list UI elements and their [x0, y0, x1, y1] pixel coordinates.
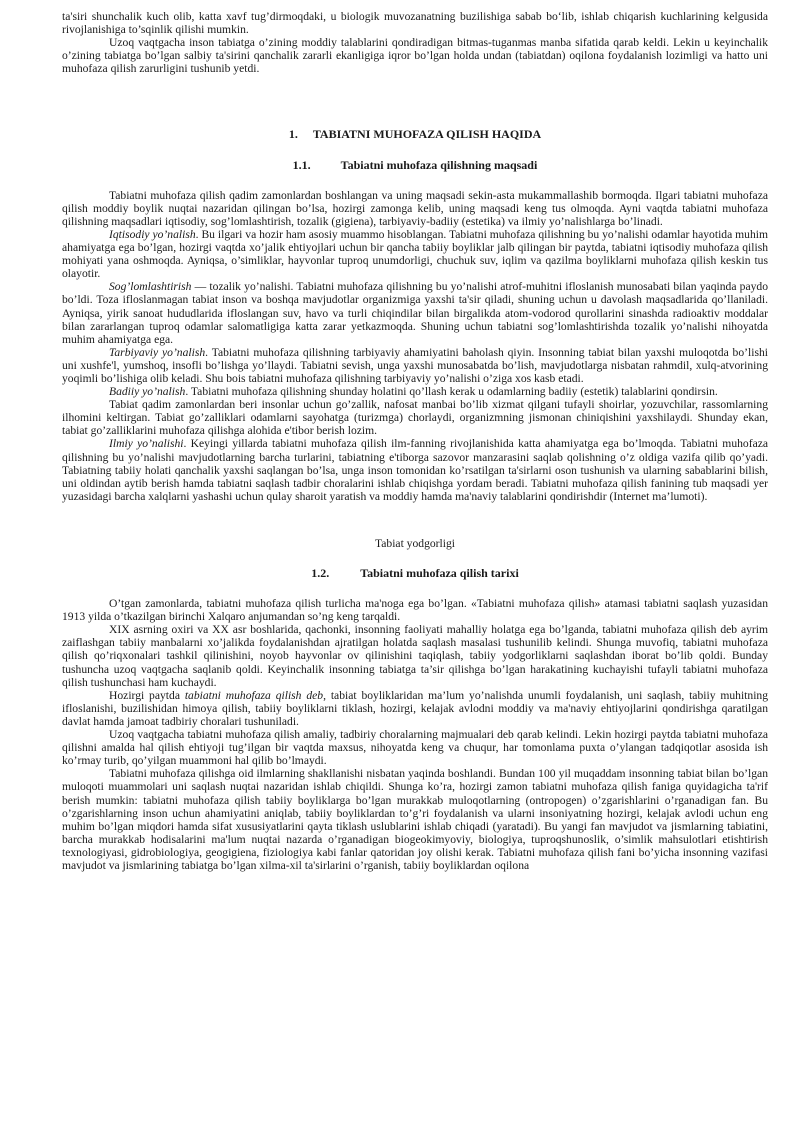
section-1-2-paragraph-2: XIX asrning oxiri va XX asr boshlarida, qachonki, insonning faoliyati mahalliy holatga ega bo’lganda, tabiatni muhofaza qilish deb ayrim zaiflashgan tabiiy manbalarni xo’jalikda foydalanishdan ajratilgan holatda saqlash masalasi tushunilib kelindi. Shunga muvofiq, tabiatni muhofaza qilish qo’riqxonalari tashkil qilinishini, noyob hayvonlar ov qilinishini taqiqlash, tabiiy yodgorliklarni saqlashdan iborat bo’lib qoldi. Bunday tushuncha uzoq vaqtgacha saqlanib qoldi. Keyinchalik insonning tabiatga ta’sir qilishga bo’lgan harakatining kuchayishi tufayli tabiatni muhofaza qilish tushunchasi ham kuchaydi. [62, 623, 768, 689]
section-1-2-number: 1.2. [311, 566, 330, 580]
term-economic: Iqtisodiy yo’nalish [109, 227, 196, 241]
section-1-1-paragraph-health: Sog’lomlashtirish — tozalik yo’nalishi. Tabiatni muhofaza qilishning bu yo’nalishi atrof-muhitni ifloslanish munosabati bilan yaqinda paydo bo’ldi. Toza ifloslanmagan tabiat inson va boshqa mavjudotlar organizmiga yaxshi ta'sir qiladi, shuning uchun u davolash maqsadlarida qo’llaniladi. Ayniqsa, yirik sanoat hududlarida ifloslangan suv, havo va turli chiqindilar bilan birgalikda atom-vodorod qurollarini sinashda radioaktiv moddalar bilan zararlangan tuproq odamlar salomatligiga katta zarar yetkazmoqda. Shuning uchun tabiatni sog’lomlashtirishda tozalik yo’nalishi nihoyatda muhim ahamiyatga ega. [62, 280, 768, 346]
section-1-1-number: 1.1. [292, 157, 311, 172]
term-educational: Tarbiyaviy yo’nalish [109, 345, 206, 359]
section-1-1-paragraph-beauty: Tabiat qadim zamonlardan beri insonlar uchun go’zallik, nafosat manbai bo’lib xizmat qilgani tufayli shoirlar, yozuvchilar, rassomlarning ilhomini keltirgan. Tabiat go’zalliklari odamlarni sayohatga (turizmga) chorlaydi, organizmning jismonan chiniqishini yaxshilaydi. Shunday ekan, tabiat go’zalliklarini muhofaza qilishga alohida e'tibor berish lozim. [62, 398, 768, 438]
section-1-2-heading [62, 567, 768, 580]
term-aesthetic: Badiiy yo’nalish [109, 385, 186, 399]
section-1-title: TABIATNI MUHOFAZA QILISH HAQIDA [312, 127, 542, 142]
term-scientific: Ilmiy yo’nalishi [109, 437, 184, 451]
section-1-1-paragraph-aesthetic: Badiiy yo’nalish. Tabiatni muhofaza qilishning shunday holatini qo’llash kerak u odamlarning badiiy (estetik) talablarini qondirsin. [109, 385, 718, 399]
section-1-2-paragraph-5: Tabiatni muhofaza qilishga oid ilmlarning shakllanishi nisbatan yaqinda boshlandi. Bundan 100 yil muqaddam insonning tabiat bilan bo’lgan muloqoti muammolari uni saqlash nuqtai nazaridan ishlab chiqildi. Shunga ko’ra, hozirgi zamon tabiatni muhofaza qilish faniga quyidagicha ta'rif berish mumkin: tabiatni muhofaza qilish tabiiy boyliklarga bo’lgan murakkab muloqotlarning (ontropogen) o’zgarishlarini o’rganadigan fan. Bu o’zgarishlarning inson uchun ahamiyatini aniqlab, tabiiy boyliklardan to’g’ri foydalanish va ularni insoniyatning hozirgi, kelajak avlodi uchun eng muhim bo’lgan miqdori hamda sifat xususiyatlarini qayta tiklash uslublarini ishlab chiqadi (yaratadi). Bu yangi fan mavjudot va jismlarning tabiatini, barcha murakkab hodisalarini ma'lum nuqtai nazarda o’rganadigan biogeokimyoviy, biologiya, tuproqshunoslik, o’simlik mahsulotlari etishtirish texnologiyasi, gidrobiologiya, geogigiena, fiziologiya kabi fanlar qatoridan joy olishi kerak. Tabiatni muhofaza qilish fani bo’yicha insonning vazifasi mavjudot va jismlarining tabiatga bo’lgan xilma-xil ta'sirlarini o’rganish, tabiiy boyliklardan oqilona [62, 767, 768, 872]
section-1-heading [62, 128, 768, 141]
section-1-1-paragraph-1: Tabiatni muhofaza qilish qadim zamonlardan boshlangan va uning maqsadi sekin-asta mukammallashib bormoqda. Ilgari tabiatni muhofaza qilish moddiy boylik nuqtai nazaridan qilingan bo’lsa, hozirgi zamonga kelib, uning maqsadi keng tus olmoqda. Ayni vaqtda tabiatni muhofaza qilishning maqsadlari iqtisodiy, sog’lomlashtirish, tozalik (gigiena), tarbiyaviy-badiiy (estetika) va ilmiy yo’nalishlarga bo’linadi. [62, 188, 768, 228]
section-1-2-paragraph-1: O’tgan zamonlarda, tabiatni muhofaza qilish turlicha ma'noga ega bo’lgan. «Tabiatni muhofaza qilish» atamasi tabiatni saqlash yuzasidan 1913 yilda o’tkazilgan birinchi Xalqaro anjumandan so’ng keng tarqaldi. [62, 597, 768, 624]
section-1-1-paragraph-educational: Tarbiyaviy yo’nalish. Tabiatni muhofaza qilishning tarbiyaviy ahamiyatini baholash qiyin. Insonning tabiat bilan yaxshi muloqotda bo’lishi uni xushfe'l, yumshoq, insofli bo’lishga yo’llaydi. Tabiatni sevish, unga yaxshi munosabatda bo’lish, mavjudotlarga nisbatan rahmdil, xulq-atvorining yoqimli bo’lishiga olib keladi. Shu bois tabiatni muhofaza qilishning tarbiyaviy yo’nalishi o’ziga xos kasb etadi. [62, 345, 768, 385]
intro-paragraph-2: Uzoq vaqtgacha inson tabiatga o’zining moddiy talablarini qondiradigan bitmas-tuganmas manba sifatida qarab keldi. Lekin u keyinchalik o’zining tabiatga bo’lgan salbiy ta'sirini qanchalik zararli ekanligiga iqror bo’lgan holda undan (tabiatdan) oqilona foydalanish lozimligi va hatto uni muhofaza qilish zarurligini tushunib yetdi. [62, 36, 768, 76]
section-1-1-paragraph-economic: Iqtisodiy yo’nalish. Bu ilgari va hozir ham asosiy muammo hisoblangan. Tabiatni muhofaza qilishning bu yo’nalishi odamlar hayotida muhim ahamiyatga ega bo’lgan, hozirgi vaqtda xo’jalik ehtiyojlari uchun bir qancha tabiiy boyliklar jalb qilingan bir paytda, tabiatni iqtisodiy muhofaza qilish mohiyati yana oshmoqda. Ayniqsa, o’simliklar, hayvonlar tuproq unumdorligi, chuchuk suv, iqlim va qazilma boyliklarni muhofaza qilish keskin tus olayotir. [62, 227, 768, 281]
section-1-number: 1. [288, 127, 298, 142]
section-1-1-title: Tabiatni muhofaza qilishning maqsadi [340, 157, 538, 172]
intro-paragraph-1: ta'siri shunchalik kuch olib, katta xavf tug’dirmoqdaki, u biologik muvozanatning buzilishiga sabab bo‘lib, ishlab chiqarish kuchlarining kelgusida rivojlanishiga to’sqinlik qilishi mumkin. [62, 10, 768, 37]
section-1-2-paragraph-4: Uzoq vaqtgacha tabiatni muhofaza qilish amaliy, tadbiriy choralarning majmualari deb qarab kelindi. Lekin hozirgi paytda tabiatni muhofaza qilishni amalda hal qilish ehtiyoji tug’ilgan bir vaqtda maxsus, nihoyatda keng va chuqur, har tomonlama puxta o’ylangan tadqiqotlar asosida ish ko’rmay turib, qo’yilgan muammoni hal qilib bo’lmaydi. [62, 728, 768, 768]
section-1-1-paragraph-scientific: Ilmiy yo’nalishi. Keyingi yillarda tabiatni muhofaza qilish ilm-fanning rivojlanishida katta ahamiyatga ega bo’lmoqda. Tabiatni muhofaza qilishning bu yo’nalishi mavjudotlarning barcha turlarini, tabiatning e'tiborga sazovor manzarasini saqlab qolishning o’z oldiga vazifa qilib qo’yadi. Tabiatning tabiiy holati qanchalik yaxshi saqlangan bo’lsa, unga inson tomonidan ko’rsatilgan ta'sirlarni oson tushunish va ularning sabablarini bilish, uni oldindan aytib berish hamda tabiatni saqlash tadbir choralarini ishlab chiqishga yordam beradi. Tabiatni muhofaza qilish fanining tub maqsadi yer yuzasidagi barcha xalqlarni yashashi uchun qulay sharoit yaratish va moddiy hamda ma'naviy talablarini qondirishdir (Internet ma’lumoti). [62, 437, 769, 503]
term-definition: tabiatni muhofaza qilish deb [184, 688, 324, 702]
section-1-2-title: Tabiatni muhofaza qilish tarixi [360, 566, 519, 580]
section-1-2-paragraph-3: Hozirgi paytda tabiatni muhofaza qilish deb, tabiat boyliklaridan ma’lum yo’nalishda unumli foydalanish, uni saqlash, tabiiy muhitning ifloslanishi, buzilishidan himoya qilish, tabiiy boyliklarni tiklash, hozirgi, kelajak avlodni moddiy va ma'naviy ehtiyojlarini qondirishga qaratilgan davlat hamda jamoat tadbiriy choralari tushuniladi. [62, 688, 769, 728]
term-health: Sog’lomlashtirish [109, 280, 192, 294]
figure-caption: Tabiat yodgorligi [374, 536, 455, 550]
section-1-1-heading [62, 159, 768, 172]
